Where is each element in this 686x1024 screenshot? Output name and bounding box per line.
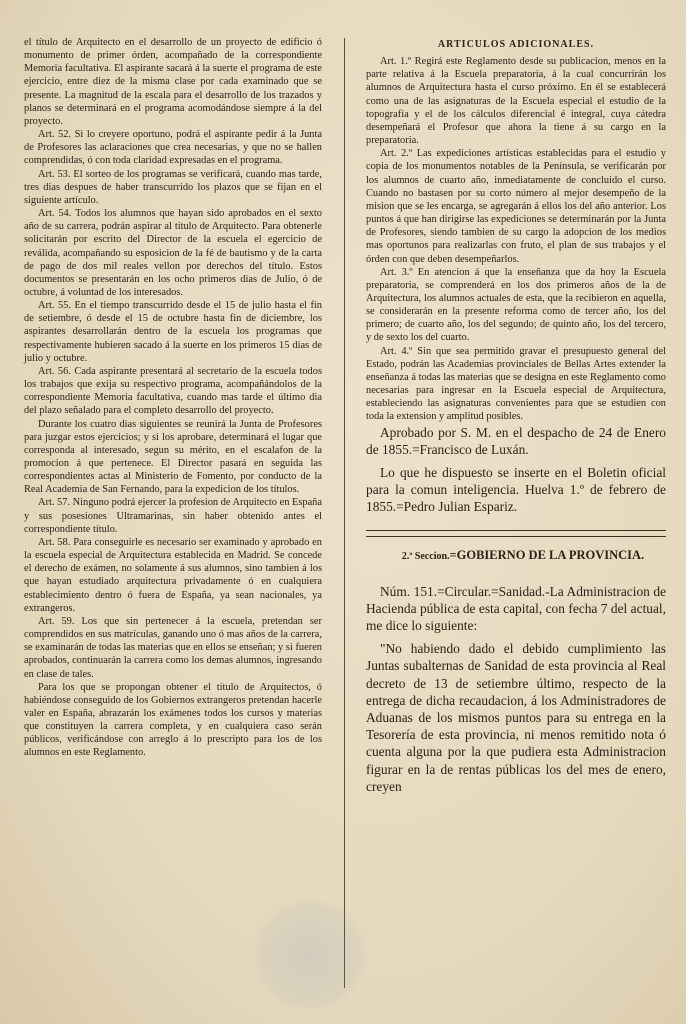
article-54: Art. 54. Todos los alumnos que hayan sido aprobados en el sexto año de su carrera, podrán aspirar al título de Arquitecto. Para obtenerle solicitarán por escrito del Director de la escuela el egercicio de reválida, acompañando su esposicion de la fé de bautismo y de la carta de pago de dos mil reales vellon por derechos del título. Estos documentos se presentarán en los ocho primeros dias de Julio, ó de octubre, á voluntad de los interesados. <box>24 208 322 298</box>
approval-line: Aprobado por S. M. en el despacho de 24 de Enero de 1855.=Francisco de Luxán. <box>366 424 666 457</box>
left-column <box>24 36 322 760</box>
additional-articles-heading: ARTICULOS ADICIONALES. <box>437 39 595 50</box>
paragraph-junta: Durante los cuatro dias siguientes se reunirá la Junta de Profesores para juzgar estos ejercicios; y si los aprobare, determinará el lugar que corresponda al interesado, segun su mérito, en el escalafon de la promocion á que pertenece. El Director pasará en seguida las correspondientes actas al Ministerio de Fomento, por conducto de la Real Academia de San Fernando, para la expedicion de los títulos. <box>24 418 322 496</box>
article-58: Art. 58. Para conseguirle es necesario ser examinado y aprobado en la escuela especial de Arquitectura establecida en Madrid. Se concede el derecho de exámen, no solamente á sus alumnos, sino tambien á los que hayan estudiado arquitectura privadamente ó en cualquiera establecimiento dentro ó fuera de España, ya sean nacionales, ya extrangeros. <box>24 536 322 614</box>
section-label: 2.ª Seccion. <box>401 550 450 562</box>
additional-article-3: Art. 3.º En atencion á que la enseñanza que da hoy la Escuela preparatoria, se comprenderá en los dos primeros años de la de Arquitectura, los alumnos actuales de esta, que la recibieron en aquella, se considerarán en la presente reforma como de tercer año, los del primero; de cuarto año, los del segundo; de quinto año, los del tercero, y de sexto los del cuarto. <box>366 266 666 344</box>
article-57: Art. 57. Ninguno podrá ejercer la profesion de Arquitecto en España y sus posesiones Ultramarinas, sin haber obtenido antes el correspondiente título. <box>24 497 322 535</box>
section-title: =GOBIERNO DE LA PROVINCIA. <box>449 547 645 562</box>
paragraph-foreign-titles: Para los que se propongan obtener el título de Arquitectos, ó habiéndose conseguido de los Gobiernos extrangeros pretendan hacerle valer en España, abrazarán los exámenes todos los cursos y materias que constituyen la carrera completa, y en cualquiera caso serán públicos, verificándose con arreglo á lo prescripto para los de los alumnos en este Reglamento. <box>24 681 322 759</box>
insertion-notice: Lo que he dispuesto se inserte en el Boletin oficial para la comun inteligencia. Huelva 1.º de febrero de 1855.=Pedro Julian Espariz. <box>366 464 666 515</box>
additional-article-1: Art. 1.º Regirá este Reglamento desde su publicacion, menos en la parte relativa á la Escuela preparatoria, á la cual concurrirán los alumnos de Arquitectura hasta el curso próximo. En él se establecerá como una de las asignaturas de la Escuela especial el estudio de la topografía y el de los cálculos diferencial é integral, cuya cátedra desempeñará el Profesor que ahora la tiene á su cargo en la preparatoria. <box>366 56 666 147</box>
section-heading <box>366 547 666 565</box>
right-column <box>366 38 666 795</box>
paragraph-continuation: el título de Arquitecto en el desarrollo de un proyecto de edificio ó monumento de primer órden, acompañado de la correspondiente Memoria facultativa. El aspirante sacará á la suerte el programa de este ejercicio, entre diez de la misma clase por cada examinado que se presente. La magnitud de la escala para el desarrollo de los trazados y planos se determinará en el programa acomodándose siempre á la del proyecto. <box>24 37 322 127</box>
column-divider <box>344 38 345 988</box>
article-52: Art. 52. Si lo creyere oportuno, podrá el aspirante pedir á la Junta de Profesores las aclaraciones que crea necesarias, y que no se hallen comprendidas, ó con toda claridad expresadas en el programa. <box>24 129 322 167</box>
circular-intro: Núm. 151.=Circular.=Sanidad.-La Administracion de Hacienda pública de esta capital, con fecha 7 del actual, me dice lo siguiente: <box>366 583 666 633</box>
section-rule <box>366 530 666 537</box>
additional-article-2: Art. 2.º Las expediciones artísticas establecidas para el estudio y copia de los monumentos notables de la Península, se verificarán por los alumnos de cuarto año, inmediatamente de concluido el curso. Cuando no bastasen por su corto número al mejor desempeño de la mision que se les encarga, se agregarán á ellos los del año anterior. Los puntos á que han dirigirse las expediciones se determinarán por la Junta de Profesores, siendo tambien de su cargo la adopcion de los medios mas oportunos para realizarlas con fruto, el plan de sus trabajos y el órden con que deben desempeñarlos. <box>366 148 666 265</box>
circular-body: "No habiendo dado el debido cumplimiento las Juntas subalternas de Sanidad de esta provincia al Real decreto de 13 de setiembre último, respecto de la entrega de dicha recaudacion, á los Administradores de Aduanas de los mismos puntos para su entrega en la Tesorería de esta provincia, ni menos remitido nota ó cuenta alguna por la que pudiera esta Administracion figurar en la de rentas públicas los del mes de enero, creyen <box>366 641 666 794</box>
article-55: Art. 55. En el tiempo transcurrido desde el 15 de julio hasta el fin de setiembre, ó desde el 15 de octubre hasta fin de diciembre, los aspirantes desarrollarán dentro de la escuela los programas que respectivamente hubieren sacado á la suerte en los primeros 15 dias de julio y octubre. <box>24 300 322 364</box>
article-59: Art. 59. Los que sin pertenecer á la escuela, pretendan ser comprendidos en sus matrículas, ganando uno ó mas años de la carrera, se examinarán de todas las materias que en ellos se enseñan; y si fueren aprobados, continuarán la carrera como los demas alumnos, ingresando en clase de tales. <box>24 615 322 680</box>
faded-stamp <box>250 900 370 1010</box>
additional-article-4: Art. 4.º Sin que sea permitido gravar el presupuesto general del Estado, podrán las Academias provinciales de Bellas Artes extender la enseñanza á todas las materias que se designa en este Reglamento como necesarias para ingresar en la Escuela especial de Arquitectura, estableciendo las asignaturas convenientes para que se estudien con toda la extension y amplitud posibles. <box>366 345 666 423</box>
article-56: Art. 56. Cada aspirante presentará al secretario de la escuela todos los trabajos que exija su respectivo programa, acompañándolos de la correspondiente Memoria facultativa, cuando mas tarde el último dia del plazo señalado para el completo desarrollo del proyecto. <box>24 365 322 417</box>
article-53: Art. 53. El sorteo de los programas se verificará, cuando mas tarde, tres dias despues de haber transcurrido los plazos que se fijan en el siguiente artículo. <box>24 168 322 206</box>
